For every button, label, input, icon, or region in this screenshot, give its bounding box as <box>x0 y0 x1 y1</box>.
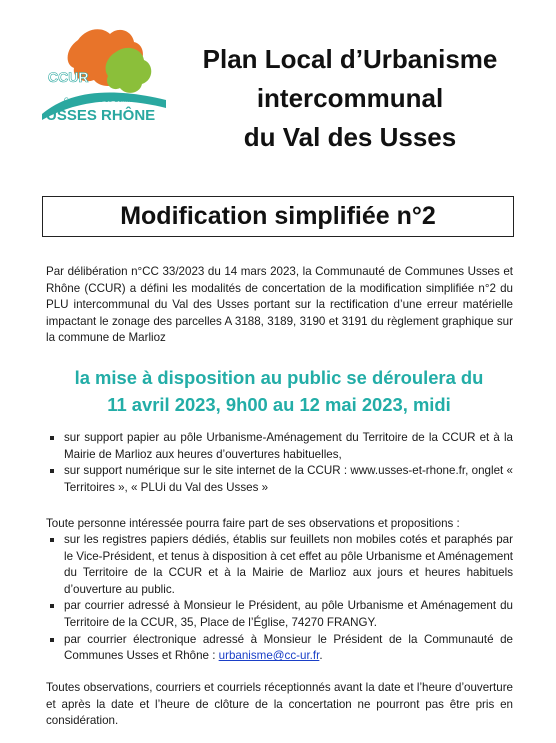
highlight-line-2: 11 avril 2023, 9h00 au 12 mai 2023, midi <box>107 394 451 415</box>
list-item <box>46 632 513 665</box>
email-suffix: . <box>319 649 323 663</box>
observations-intro: Toute personne intéressée pourra faire part de ses observations et propositions : <box>46 517 460 530</box>
list-item: par courrier adressé à Monsieur le Président, au pôle Urbanisme et Aménagement du Territoire de la CCUR, 35, Place de l’Église, 74270 FRANGY. <box>46 598 513 631</box>
logo-sub-text: Communauté de Communes <box>64 97 148 104</box>
support-list <box>46 430 513 496</box>
list-item: sur les registres papiers dédiés, établis sur feuillets non mobiles cotés et paraphés par le Vice-Président, et tenus à disposition à cet effet au pôle Urbanisme et Aménagement du Territoire de la CCUR et à la Mairie de Marlioz aux jours et heures habituels d’ouverture au public. <box>46 532 513 598</box>
consultation-dates <box>40 364 518 418</box>
logo-ccur-text: CCUR <box>48 69 89 85</box>
title-line-3: du Val des Usses <box>243 122 457 152</box>
list-item: sur support numérique sur le site internet de la CCUR : www.usses-et-rhone.fr, onglet « Territoires », « PLUi du Val des Usses » <box>46 463 513 496</box>
logo-main-text: USSES RHÔNE <box>46 107 156 124</box>
modification-heading: Modification simplifiée n°2 <box>42 196 514 237</box>
title-line-1: Plan Local d’Urbanisme <box>202 44 498 74</box>
intro-paragraph: Par délibération n°CC 33/2023 du 14 mars 2023, la Communauté de Communes Usses et Rhône (CCUR) a défini les modalités de concertation de la modification simplifiée n°2 du PLU intercommunal du Val des Usses portant sur la rectification d’une erreur matérielle impactant le zonage des parcelles A 3188, 3189, 3190 et 3191 du règlement graphique sur la commune de Marlioz <box>46 265 513 345</box>
email-list-text: par courrier électronique adressé à Monsieur le Président de la Communauté de Communes Usses et Rhône : <box>64 632 513 663</box>
highlight-line-1: la mise à disposition au public se déroulera du <box>74 367 484 388</box>
logo-tree-green <box>106 48 152 93</box>
title-line-2: intercommunal <box>256 83 444 113</box>
closing-paragraph: Toutes observations, courriers et courriels réceptionnés avant la date et l’heure d’ouverture et après la date et l’heure de clôture de la concertation ne pourront pas être pris en considération. <box>46 681 513 728</box>
ccur-logo <box>38 22 170 132</box>
list-item: sur support papier au pôle Urbanisme-Aménagement du Territoire de la CCUR et à la Mairie de Marlioz aux heures d’ouvertures habituelles, <box>46 430 513 463</box>
observations-list <box>46 532 513 665</box>
page-title <box>160 40 540 157</box>
email-link[interactable]: urbanisme@cc-ur.fr <box>218 649 320 663</box>
